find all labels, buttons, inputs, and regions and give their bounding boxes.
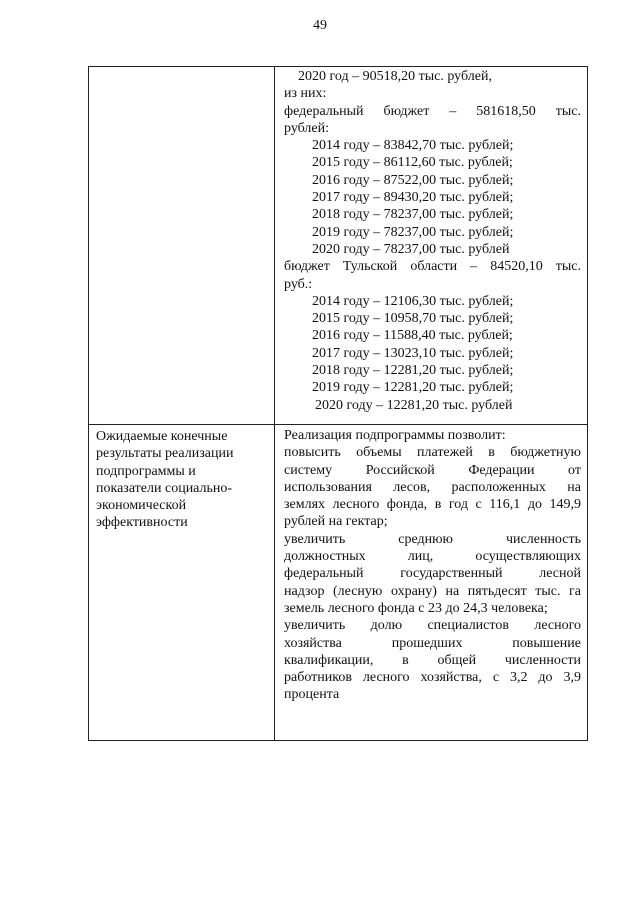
results-text-line: должностных лиц, осуществляющих xyxy=(284,549,581,565)
funding-text-line: 2018 году – 78237,00 тыс. рублей; xyxy=(312,207,514,223)
funding-text-line: 2018 году – 12281,20 тыс. рублей; xyxy=(312,363,514,379)
results-text-line: процента xyxy=(284,687,340,703)
results-text-line: надзор (лесную охрану) на пятьдесят тыс. га xyxy=(284,583,581,599)
table-cell-label-empty xyxy=(89,67,275,425)
results-text-line: квалификации, в общей численности xyxy=(284,652,581,668)
funding-text-line: 2014 году – 12106,30 тыс. рублей; xyxy=(312,293,514,309)
funding-text-block xyxy=(275,67,587,418)
funding-text-line: 2015 году – 86112,60 тыс. рублей; xyxy=(312,155,513,171)
table-cell-label-results xyxy=(89,425,275,741)
results-label-line: эффективности xyxy=(96,515,188,531)
funding-text-line: 2020 году – 12281,20 тыс. рублей xyxy=(315,397,513,413)
funding-text-line: 2016 году – 11588,40 тыс. рублей; xyxy=(312,328,513,344)
funding-text-line: 2016 году – 87522,00 тыс. рублей; xyxy=(312,172,514,188)
results-label-line: подпрограммы и xyxy=(96,463,196,479)
results-text-block xyxy=(275,425,587,708)
results-text-line: землях лесного фонда, в год с 116,1 до 149,9 xyxy=(284,497,581,513)
table-row-expected-results xyxy=(89,425,588,741)
results-label-line: показатели социально- xyxy=(96,480,233,496)
results-text-line: увеличить долю специалистов лесного xyxy=(284,618,581,634)
funding-text-line: 2015 году – 10958,70 тыс. рублей; xyxy=(312,311,514,327)
funding-text-line: рублей: xyxy=(284,120,329,136)
funding-text-line: 2020 год – 90518,20 тыс. рублей, xyxy=(298,69,492,84)
funding-text-line: 2019 году – 12281,20 тыс. рублей; xyxy=(312,380,514,396)
table-cell-results xyxy=(275,425,588,741)
results-text-line: рублей на гектар; xyxy=(284,514,388,530)
funding-text-line: 2017 году – 89430,20 тыс. рублей; xyxy=(312,190,514,206)
results-text-line: повысить объемы платежей в бюджетную xyxy=(284,445,581,461)
page-number: 49 xyxy=(313,18,327,33)
funding-text-line: 2017 году – 13023,10 тыс. рублей; xyxy=(312,345,514,361)
results-text-line: использования лесов, расположенных на xyxy=(284,479,581,495)
funding-text-line: федеральный бюджет – 581618,50 тыс. xyxy=(284,103,581,119)
results-label-line: Ожидаемые конечные xyxy=(96,429,228,444)
results-text-line: увеличить среднюю численность xyxy=(284,531,581,547)
funding-text-line: 2014 году – 83842,70 тыс. рублей; xyxy=(312,138,514,154)
results-text-line: федеральный государственный лесной xyxy=(284,566,581,582)
funding-text-line: из них: xyxy=(284,86,327,102)
table-row-funding xyxy=(89,67,588,425)
results-label-block xyxy=(89,425,274,536)
results-text-line: систему Российской Федерации от xyxy=(284,462,581,478)
funding-text-line: бюджет Тульской области – 84520,10 тыс. xyxy=(284,259,581,275)
results-text-line: Реализация подпрограммы позволит: xyxy=(284,428,506,443)
table-cell-funding xyxy=(275,67,588,425)
funding-text-line: руб.: xyxy=(284,276,313,292)
funding-text-line: 2019 году – 78237,00 тыс. рублей; xyxy=(312,224,514,240)
funding-text-line: 2020 году – 78237,00 тыс. рублей xyxy=(312,241,510,257)
results-text-line: хозяйства прошедших повышение xyxy=(284,635,581,651)
results-text-line: работников лесного хозяйства, с 3,2 до 3,9 xyxy=(284,670,581,686)
program-table xyxy=(88,66,588,741)
results-text-line: земель лесного фонда с 23 до 24,3 человека; xyxy=(284,600,548,616)
results-label-line: экономической xyxy=(96,498,187,514)
results-label-line: результаты реализации xyxy=(96,446,234,462)
